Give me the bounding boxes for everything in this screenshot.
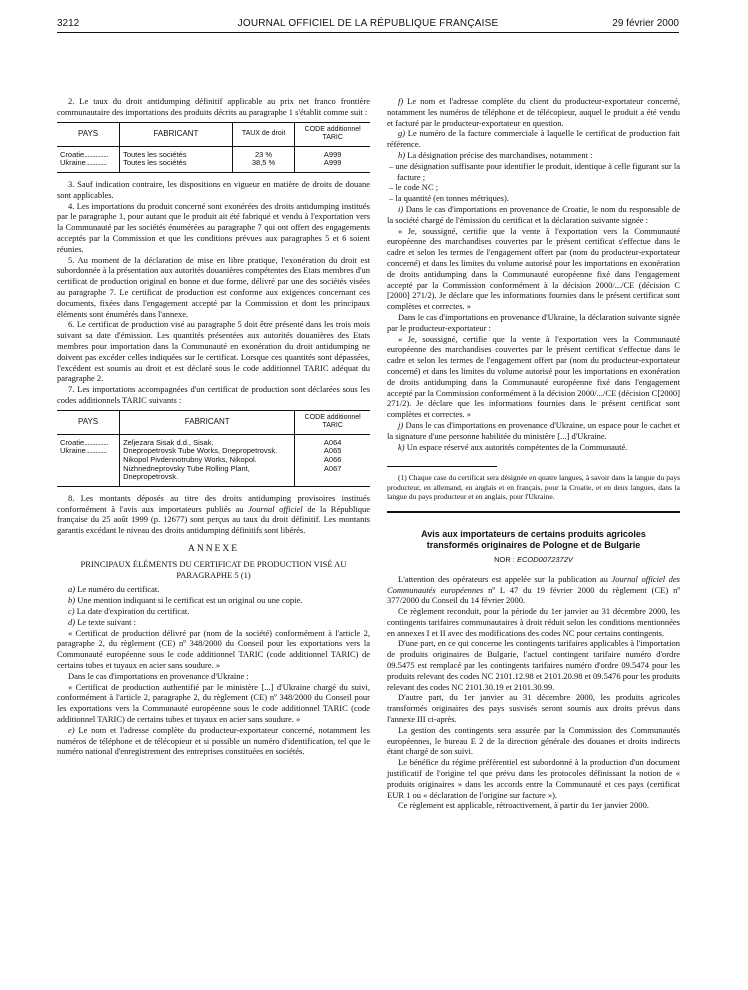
right-column (387, 96, 680, 811)
taric-code-cell: A999 (295, 159, 370, 168)
notice-paragraph-5: La gestion des contingents sera assurée par la Commission des Communautés européennes, le bureau E 2 de la direction générale des douanes et droits indirects étant chargé de son suivi. (387, 724, 680, 757)
country-cell: Croatie (60, 437, 85, 447)
paragraph-3: 3. Sauf indication contraire, les dispositions en vigueur en matière de droits de douane sont applicables. (57, 178, 370, 200)
manufacturer-cell: Toutes les sociétés (120, 159, 233, 168)
notice-title: Avis aux importateurs de certains produits agricoles transformés originaires de Pologne et de Bulgarie (421, 528, 646, 550)
item-a: a) Le numéro du certificat. (68, 584, 160, 595)
item-f: f) Le nom et l'adresse complète du client du producteur-exportateur concerné, notamment les numéros de téléphone et de télécopieur, auquel le produit a été vendu et facturé par le producteur-exportateur en question. (387, 96, 680, 128)
list-item: – la quantité (en tonnes métriques). (389, 193, 509, 204)
paragraph-7: 7. Les importations accompagnées d'un certificat de production sont déclarées sous les codes additionnels TARIC suivants : (57, 384, 370, 405)
item-k: k) Un espace réservé aux autorités compétentes de la Communauté. (398, 441, 628, 452)
manufacturer-cell: Dnepropetrovsk Tube Works, Dnepropetrovsk. (120, 447, 295, 456)
item-b: b) Une mention indiquant si le certificat est un original ou une copie. (68, 595, 303, 606)
table-header-cell: CODE additionnel TARIC (295, 122, 370, 146)
taric-code-cell: A065 (295, 447, 370, 456)
table-row: Croatie............... Zeljezara Sisak d.d., Sisak. A064 (57, 439, 370, 448)
notice-paragraph-3: D'une part, en ce qui concerne les contingents tarifaires applicables à l'importation de produits originaires de Bulgarie, l'actuel contingent tarifaire numéro d'ordre 09.5475 est remplacé par les contingents tarifaires numéro d'ordre 09.5474 pour les produits relevant des codes NC 2101.12.98 et 2101.20.98 et 09.5476 pour les produits relevant des codes NC 2101.30.19 et 2101.30.99. (387, 638, 680, 692)
notice-paragraph-1: L'attention des opérateurs est appelée sur la publication au Journal officiel des Communautés européennes nº L 47 du 19 février 2000 du règlement (CE) nº 377/2000 du Conseil du 14 février 2000. (387, 573, 681, 606)
left-column (57, 96, 370, 757)
notice-paragraph-7: Ce règlement est applicable, rétroactivement, à partir du 1er janvier 2000. (398, 800, 649, 811)
table-header-cell: PAYS (57, 122, 120, 146)
manufacturer-cell: Nizhnedneprovsky Tube Rolling Plant, Dnepropetrovsk. (120, 465, 295, 482)
manufacturer-cell: Zeljezara Sisak d.d., Sisak. (120, 439, 295, 448)
taric-code-cell: A064 (295, 439, 370, 448)
notice-paragraph-4: D'autre part, du 1er janvier au 31 décembre 2000, les produits agricoles transformés originaires des pays susvisés seront soumis aux droits prévus dans l'annexe III ci-après. (387, 692, 680, 725)
ukraine-intro: Dans le cas d'importations en provenance d'Ukraine : (68, 670, 249, 681)
ukraine-declaration: « Je, soussigné, certifie que la vente à l'exportation vers la Communauté européenne des marchandises couvertes par le présent certificat s'effectue dans le cadre et selon les termes de l'engagement offert par (nom du producteur-exportateur concerné) et dans les limites du volume autorisé pour les importations en exonération de droits antidumping dans la Communauté européenne fixé dans l'engagement accepté par la Commission conformément à la décision 2000/.../CE (décision C[2000] 271/2). Je déclare que les informations fournies dans le présent certificat sont complètes et correctes. » (387, 333, 680, 420)
table-header-cell: FABRICANT (120, 122, 233, 146)
manufacturer-cell: Toutes les sociétés (120, 151, 233, 160)
ukraine-declaration-intro: Dans le cas d'importations en provenance d'Ukraine, la déclaration suivante signée par le producteur-exportateur : (387, 311, 680, 333)
footnote: (1) Chaque case du certificat sera désignée en quatre langues, à savoir dans la langue du pays producteur, en allemand, en anglais et en français, pour la Croatie, et en deux langues, dans la langue du pays producteur et en anglais, pour l'Ukraine. (387, 473, 680, 501)
section-divider (387, 511, 680, 513)
annexe-title: ANNEXE (187, 544, 240, 555)
rate-cell: 23 % (232, 151, 295, 160)
item-h: h) La désignation précise des marchandises, notamment : (398, 149, 593, 160)
taric-code-table (57, 410, 370, 487)
country-cell: Croatie (60, 149, 85, 159)
table-row: Croatie............... Toutes les sociétés 23 % A999 (57, 151, 370, 160)
notice-paragraph-2: Ce règlement reconduit, pour la période du 1er janvier au 31 décembre 2000, les contingents tarifaires communautaires à droit réduit selon les conditions mentionnées en annexes I et II avec des modifications des codes NC pour certains contingents. (387, 606, 680, 638)
footnote-divider (387, 466, 497, 467)
item-e: e) Le nom et l'adresse complète du producteur-exportateur concerné, notamment les numéros de téléphone et de télécopieur et si possible un numéro d'identification, tel que le numéro national d'enregistrement des entreprises constituées en sociétés. (57, 724, 370, 757)
item-g: g) Le numéro de la facture commerciale à laquelle le certificat de production fait référence. (387, 128, 680, 150)
country-cell (57, 456, 120, 465)
item-c: c) La date d'expiration du certificat. (68, 606, 190, 617)
table-row: Ukraine............. Toutes les sociétés 38,5 % A999 (57, 159, 370, 168)
notice-paragraph-6: Le bénéfice du régime préférentiel est subordonné à la production d'un document justificatif de l'origine tel que prévu dans les protocoles définissant la notion de « produits originaires » dans les accords entre la Communauté et ces pays (certificat EUR 1 ou « déclaration de l'origine sur facture »). (387, 757, 680, 800)
certificate-text-general: « Certificat de production délivré par (nom de la société) conformément à l'article 2, paragraphe 2, du règlement (CE) nº 348/2000 du Conseil pour les exportations vers la Communauté européenne sous le code additionnel TARIC (code additionnel TARIC) de certains tubes et tuyaux en acier sans soudure. » (57, 627, 370, 671)
paragraph-6: 6. Le certificat de production visé au paragraphe 5 doit être présenté dans les trois mois suivant sa date d'émission. Les quantités présentées aux autorités douanières des Etats membres pour importation dans la Communauté en exonération du droit antidumping ne doivent pas excéder celles indiquées sur le certificat. Lorsque ces quantités sont dépassées, l'excédent est soumis au droit et est déclaré sous le code additionnel TARIC adéquat du paragraphe 2. (57, 319, 370, 384)
nor-reference: NOR : ECOD0072372V (494, 554, 573, 564)
rate-cell: 38,5 % (232, 159, 295, 168)
duty-rate-table (57, 122, 370, 173)
paragraph-2: 2. Le taux du droit antidumping définitif applicable au prix net franco frontière communautaire des importations des produits décrits au paragraphe 1 s'établit comme suit : (57, 96, 370, 117)
table-header-cell: CODE additionnel TARIC (295, 410, 370, 434)
taric-code-cell: A999 (295, 151, 370, 160)
table-header-cell: TAUX de droit (232, 122, 295, 146)
table-header-cell: FABRICANT (120, 410, 295, 434)
table-header-row (57, 410, 370, 434)
table-row: Ukraine............. Dnepropetrovsk Tube Works, Dnepropetrovsk. A065 (57, 447, 370, 456)
item-i: i) Dans le cas d'importations en provenance de Croatie, le nom du responsable de la société chargé de l'émission du certificat et la déclaration suivante signée : (387, 203, 680, 225)
nor-code: ECOD0072372V (517, 554, 573, 564)
paragraph-5: 5. Au moment de la déclaration de mise en libre pratique, l'exonération du droit est subordonnée à la présentation aux autorités douanières compétentes des Etats membres d'un certificat de production original en bonne et due forme, délivré par une des sociétés visées au paragraphe 7. Le certificat de production est conforme aux exigences concernant ces documents, fixées dans l'engagement accepté par la Commission et dont les principaux éléments sont énumérés dans l'annexe. (57, 254, 370, 319)
page-number: 3212 (57, 18, 80, 29)
taric-code-cell: A066 (295, 456, 370, 465)
list-item: – une désignation suffisante pour identifier le produit, identique à celle figurant sur la facture ; (389, 160, 680, 182)
country-cell: Ukraine (60, 158, 86, 168)
issue-date: 29 février 2000 (612, 18, 679, 29)
journal-officiel-ref: Journal officiel (248, 503, 303, 514)
paragraph-4: 4. Les importations du produit concerné sont exonérées des droits antidumping institués par le paragraphe 1, pour autant que le produit ait été fabriqué et vendu à l'exportation vers la Communauté par les sociétés énumérées au paragraphe 7 qui ont offert des engagements acceptés par la Commission et que les conditions prévues aux paragraphes 5 et 6 soient réunies. (57, 200, 370, 254)
table-header-row (57, 122, 370, 146)
item-d: d) Le texte suivant : (68, 616, 136, 627)
paragraph-8: 8. Les montants déposés au titre des droits antidumping provisoires institués conformément à l'avis aux importateurs publiés au Journal officiel de la République française du 25 août 1999 (p. 12677) sont perçus au taux du droit définitif. Les montants garantis excédant le niveau des droits antidumping définitifs sont libérés. (57, 492, 370, 536)
country-cell (57, 465, 120, 482)
journal-title: JOURNAL OFFICIEL DE LA RÉPUBLIQUE FRANÇAISE (237, 18, 499, 29)
item-j: j) Dans le cas d'importations en provenance d'Ukraine, un espace pour le cachet et la signature d'une personne habilitée du ministère [...] d'Ukraine. (387, 419, 680, 441)
taric-code-cell: A067 (295, 465, 370, 482)
page-header (57, 14, 679, 33)
croatia-declaration: « Je, soussigné, certifie que la vente à l'exportation vers la Communauté européenne des marchandises couvertes par le présent certificat s'effectue dans le cadre et selon les termes de l'engagement offert par (nom du producteur-exportateur concerné) et dans les limites du volume autorisé pour les importations en exonération de droits antidumping dans la Communauté européenne fixé dans l'engagement accepté par la Commission conformément à la décision 2000/.../CE (décision C [2000] 271/2). Je déclare que les informations fournies dans le présent certificat sont complètes et correctes. » (387, 225, 680, 312)
annexe-subtitle: PRINCIPAUX ÉLÉMENTS DU CERTIFICAT DE PRODUCTION VISÉ AU PARAGRAPHE 5 (1) (80, 558, 347, 580)
table-header-cell: PAYS (57, 410, 120, 434)
table-row (57, 465, 370, 482)
certificate-text-ukraine: « Certificat de production authentifié par le ministère [...] d'Ukraine chargé du suivi, conformément à l'article 2, paragraphe 2, du règlement (CE) nº 348/2000 du Conseil pour les exportations vers la Communauté européenne sous le code additionnel TARIC (code additionnel TARIC) de certains tubes et tuyaux en acier sans soudure. » (57, 681, 370, 724)
country-cell: Ukraine (60, 446, 86, 456)
manufacturer-cell: Nikopol Pivdennotrubny Works, Nikopol. (120, 456, 295, 465)
joce-ref: Journal officiel des Communautés européennes (387, 573, 680, 595)
list-item: – le code NC ; (389, 182, 439, 193)
